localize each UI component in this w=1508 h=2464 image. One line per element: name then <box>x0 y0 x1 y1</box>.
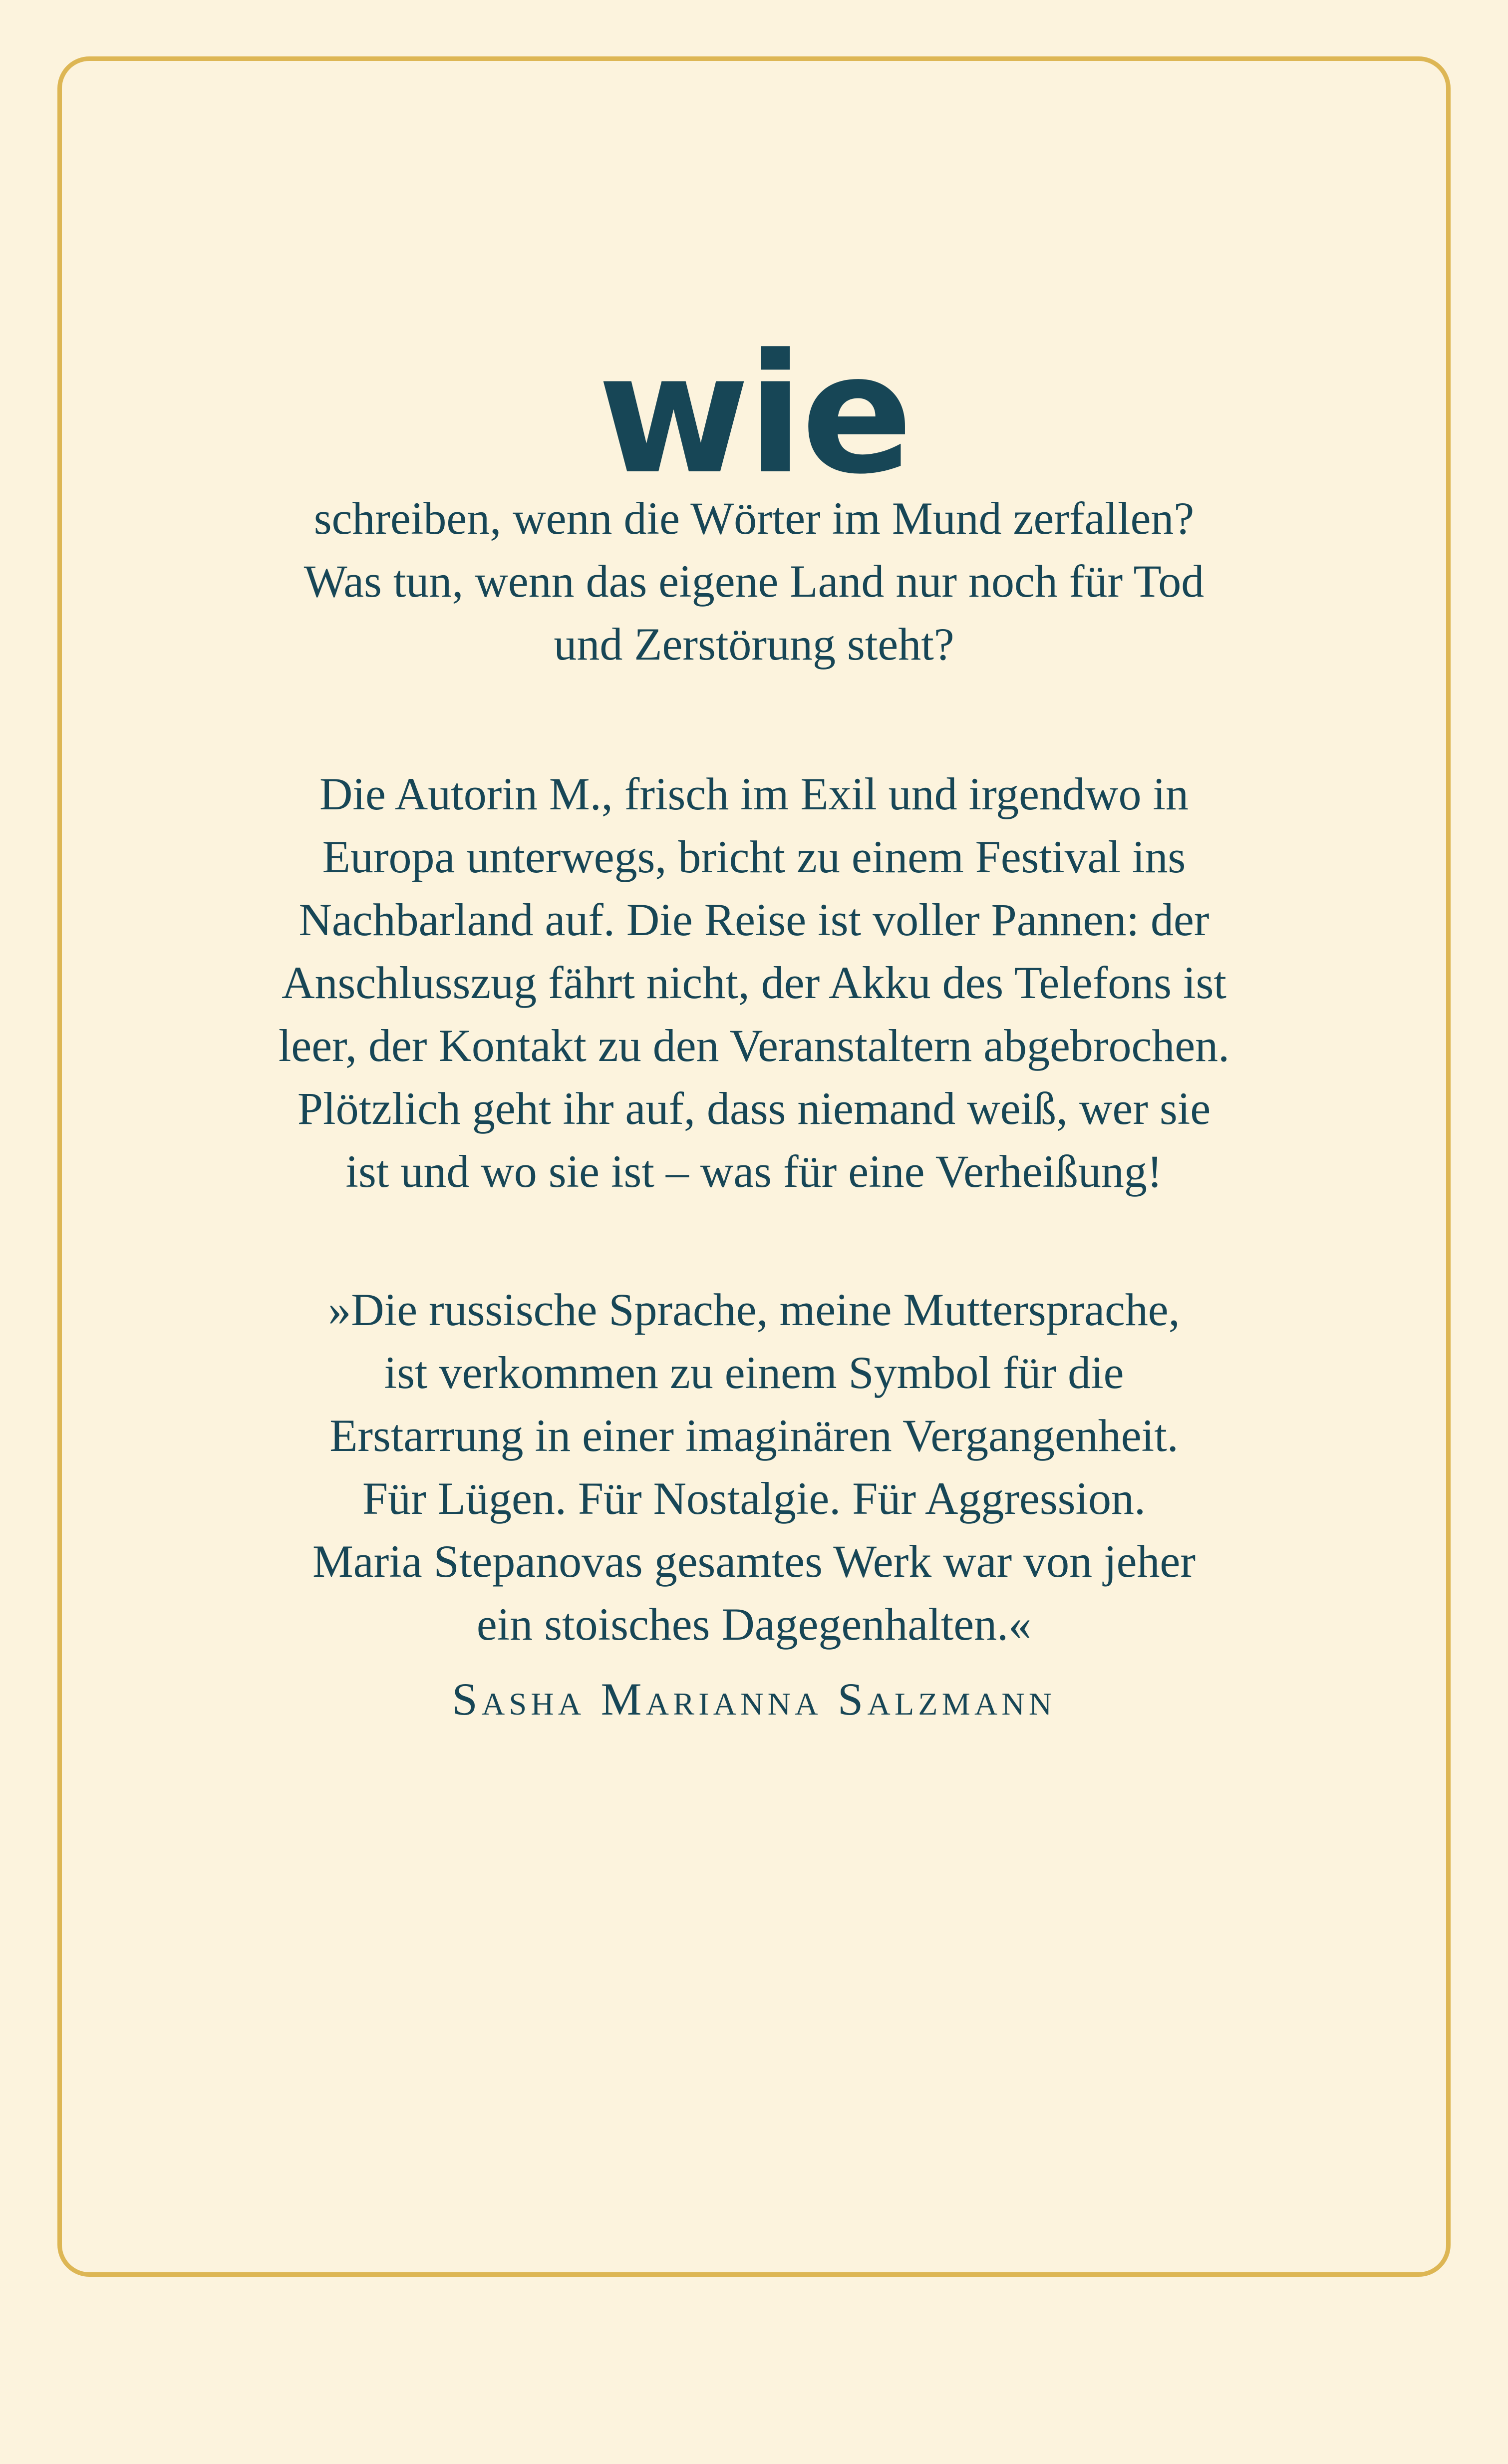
hook-line: und Zerstörung steht? <box>554 619 954 670</box>
quote-line: »Die russische Sprache, meine Muttersprache, <box>328 1284 1180 1335</box>
synopsis-line: Europa unterwegs, bricht zu einem Festival ins <box>322 831 1186 882</box>
hook-line: Was tun, wenn das eigene Land nur noch für Tod <box>303 556 1205 607</box>
synopsis-line: Die Autorin M., frisch im Exil und irgendwo in <box>319 768 1189 819</box>
synopsis-line: ist und wo sie ist – was für eine Verheißung! <box>345 1146 1163 1197</box>
hook-paragraph <box>230 487 1278 676</box>
synopsis-line: Nachbarland auf. Die Reise ist voller Pannen: der <box>299 894 1209 945</box>
book-title: wie <box>598 319 910 510</box>
quote-line: ist verkommen zu einem Symbol für die <box>384 1347 1124 1398</box>
quote-attribution: Sasha Marianna Salzmann <box>452 1674 1056 1725</box>
quote-line: Maria Stepanovas gesamtes Werk war von jeher <box>312 1536 1196 1587</box>
synopsis-line: Anschlusszug fährt nicht, der Akku des Telefons ist <box>282 957 1226 1008</box>
synopsis-line: leer, der Kontakt zu den Veranstaltern abgebrochen. <box>278 1020 1230 1071</box>
synopsis-line: Plötzlich geht ihr auf, dass niemand weiß, wer sie <box>297 1083 1211 1134</box>
press-quote-paragraph <box>230 1278 1278 1656</box>
quote-line: Für Lügen. Für Nostalgie. Für Aggression. <box>362 1473 1146 1524</box>
synopsis-paragraph <box>230 762 1278 1203</box>
quote-line: Erstarrung in einer imaginären Vergangenheit. <box>329 1410 1179 1461</box>
quote-line: ein stoisches Dagegenhalten.« <box>476 1599 1032 1650</box>
hook-line: schreiben, wenn die Wörter im Mund zerfallen? <box>313 493 1195 544</box>
